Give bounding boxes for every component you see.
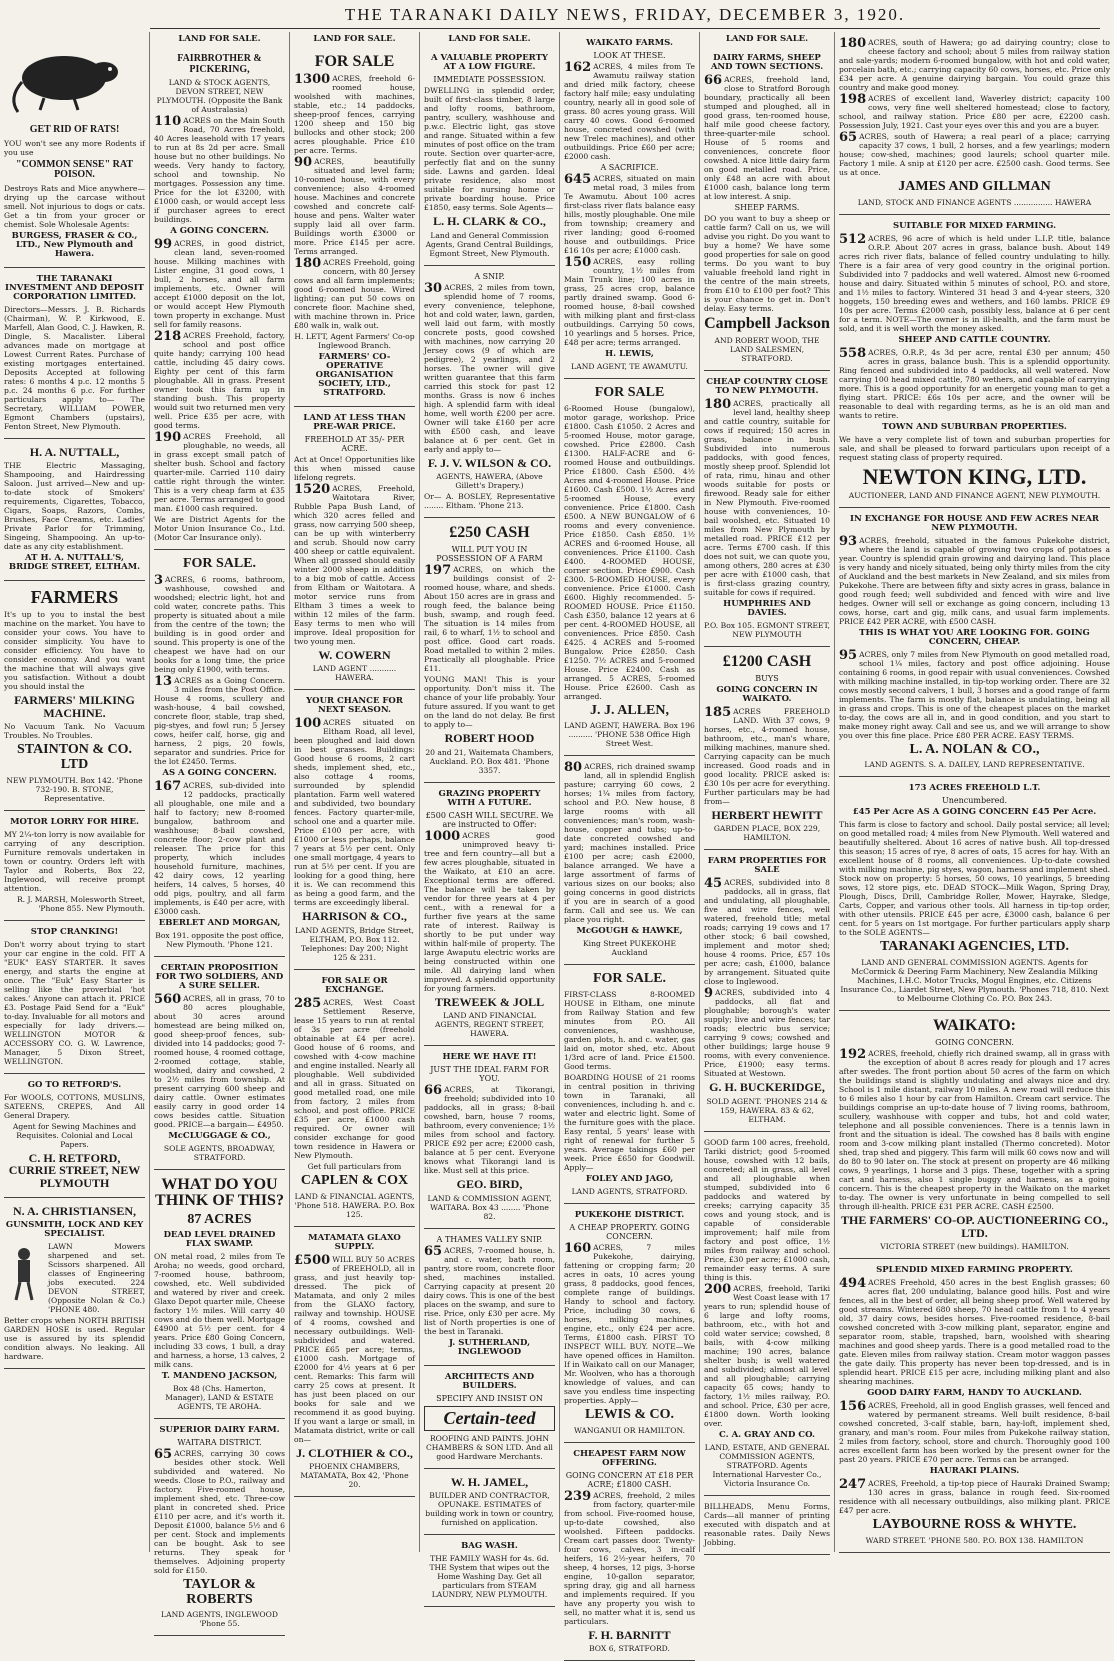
looking: THIS IS WHAT YOU ARE LOOKING FOR. GOING CONCERN, CHEAP.: [859, 627, 1090, 647]
lorry-ad: [4, 811, 145, 921]
wilson-or: Or— A. BOSLEY, Representative ........ Eltham. 'Phone 213.: [424, 492, 555, 511]
allen-sub: LAND AGENT, HAWERA. Box 196 .......... 'PHONE 538 Office High Street West.: [564, 721, 695, 749]
gray-sub: LAND, ESTATE, AND GENERAL COMMISSION AGENTS, STRATFORD. Agents International Harvester Co., Victoria Insurance Co.: [704, 1442, 830, 1488]
scc: SHEEP AND CATTLE COUNTRY.: [898, 334, 1051, 345]
ad-200: 200 ACRES, freehold, Tariki West Coast lease with 17 years to run; splendid house of 6 large and lofty rooms, bathroom, etc., with hot and cold water service; cowshed, 8 bails, with 4-cow milking machine; 190 acres, balance shelter bush; is well watered and subdivided; almost all level and all ploughable; carrying capacity 65 cows; handy to factory, 1½ miles railway, P.O. and school. Price, £30 per acre, £1800 down. Worth looking over.: [704, 1281, 830, 1428]
what-ad: [154, 1170, 285, 1419]
nk-sub: AUCTIONEER, LAND AND FINANCE AGENT, NEW PLYMOUTH.: [848, 490, 1101, 500]
hood-ad: [424, 518, 555, 782]
farmers-machine: FARMERS' MILKING MACHINE.: [14, 692, 135, 720]
mixed: SUITABLE FOR MIXED FARMING.: [892, 220, 1057, 231]
farmers-coop-ad: [839, 1011, 1110, 1259]
sheep-body: DO you want to buy a sheep or cattle farm? Call on us, we will advise you right. Do you want to buy a home? We have some good properties for sale on good terms. Do you want to buy valuable freehold land right in the centre of the main streets, from £10 to £100 per foot? This is your chance to get in. Don't delay. Easy terms.: [704, 214, 830, 313]
fs2-body: FIRST-CLASS 8-ROOMED HOUSE in Eltham, one minute from Railway Station and few minutes from P.O. All conveniences, washhouse, garden plots, h. and c. water, gas laid on, motor shed, etc. About 1/3rd acre of land. Price £1500. Good terms.: [564, 990, 695, 1072]
ad-190-tail: We are District Agents for the Motor Union Insurance Co., Ltd. (Motor Car Insurance only).: [154, 515, 285, 542]
wilson-title: F. J. V. WILSON & CO.: [427, 455, 552, 470]
christiansen-body: LAWN Mowers sharpened and set. Scissors sharpened. All classes of Engineering jobs executed. 224 DEVON STREET, (Opposite Nolan & Co.) 'PHONE 480.: [48, 1241, 145, 1314]
jamel-title: W. H. JAMEL,: [450, 1474, 529, 1489]
good200: GOOD farm 100 acres, freehold, Tariki district; good 5-roomed house, cowshed with 12 bails, concreted; all in grass, all level and all ploughable when stumped, subdivided into 6 paddocks and watered by creeks; carrying capacity 35 cows and young stock, and is capable of considerable improvement; half mile from factory and post office, 1½ miles from railway and school. Price, £30 per acre; £1000 cash, remainder easy terms. A sure thing is this.: [704, 1137, 830, 1282]
ad-494: 494 ACRES Freehold, 450 acres in the best English grasses; 60 acres flat, 200 undulating, balance good hills. Post and wire fences, all in the best of order, all being sheep proof. Well watered by good streams. Wintered 680 sheep, 70 head cattle from 1 to 4 years old, 37 dairy cows, besides horses. Five-roomed residence, 8-bail cowshed concreted with 3-cow milking plant, separator, engine and separator room, stable, trapshed, barn, woolshed with shearing machines and good sheep yards. There is a good metalled road to the gate. Eleven miles from railway station. Cream motor waggon passes the gate daily. This property has never been top-dressed, and is in splendid heart. PRICE £15 per acre, including milking plant and also shearing machines.: [839, 1276, 1110, 1387]
column-4: [420, 32, 560, 1600]
ad-13: 13 ACRES as a Going Concern. 3 miles from the Post Office. House 4 rooms, scullery and wash-house, 4 bail cowshed, concrete floor, stable, trap shed, pig-styes, and fowl run; 5 Jersey cows, heifer calf, horse, gig and harness, 2 pigs, 20 fowls, separator and sundries. Price for the lot £2450. Terms.: [154, 673, 285, 766]
bag-ad: [424, 1535, 555, 1607]
cheap-title: CHEAPEST FARM NOW OFFERING.: [573, 1448, 686, 1468]
ad-500: £500 WILL BUY 50 ACRES of FREEHOLD, all in grass, and just heavily top-dressed. The pick of Matamata, and only 2 miles from the GLAXO factory, railway and township. HOUSE of 4 rooms, cowshed and necessary outbuildings. Well-subdivided and watered. PRICE £65 per acre; terms, £1000 cash. Mortgage of £2000 for 4½ years at 6 per cent. Remarks: This farm will carry 25 cows at present. It has just been placed on our books for sale and we recommend it as good buying. If you want a large or small, in Matamata district, write or call on—: [294, 1252, 415, 1444]
ad-180d: 180 ACRES, south of Hawera; go ad dairying country; close to cheese factory and school; about 5 miles from railway station and sale-yards; modern 6-roomed bungalow, with hot and cold water, porcelain bath, etc.; carrying capacity 60 cows, horses, etc. Price only £34 per acre. A genuine dairying bargain. You could graze this country and make good money.: [839, 36, 1110, 92]
wilson-ad: [424, 266, 555, 519]
christiansen-title: N. A. CHRISTIANSEN,: [12, 1204, 137, 1219]
sheep: SHEEP FARMS.: [734, 203, 800, 212]
col3-header: LAND FOR SALE.: [313, 34, 396, 44]
cowern-title: W. COWERN: [318, 647, 391, 662]
lewis-ad: [564, 32, 695, 379]
snip: A SNIP.: [474, 271, 505, 281]
tm-title: T. MANDENO JACKSON,: [161, 1370, 278, 1381]
ad-180: 180 ACRES Freehold, going concern, with 80 Jersey cows and all farm implements; good 6-roomed house. Wired lighting; can put 50 cows on concrete floor. Machine shed, with machine thrown in. Price £80 walk in, walk out.: [294, 255, 415, 330]
suth-title: J. SUTHERLAND, INGLEWOOD: [448, 1337, 531, 1357]
caplen-sub: LAND & FINANCIAL AGENTS, 'Phone 518. HAWERA. P.O. Box 125.: [294, 1191, 415, 1219]
campbell-sub: AND ROBERT WOOD, THE LAND SALESMEN, STRATFORD.: [714, 335, 820, 363]
fp-title: FAIRBROTHER & PICKERING,: [177, 53, 262, 75]
col6-header: LAND FOR SALE.: [725, 34, 809, 44]
lewisco-title: LEWIS & CO.: [584, 1407, 675, 1423]
ad-218: 218 ACRES Freehold, factory, school and post office quite handy; carrying 100 head cattle, including 45 dairy cows. Eighty per cent of this farm ploughable. All in grass. Present owner took this farm up in standing bush. This property would suit two returned men very well. Price £35 per acre, with good terms.: [154, 329, 285, 430]
chance-title: YOUR CHANCE FOR NEXT SEASON.: [306, 696, 403, 716]
ad-65b: 65 ACRES, 7-roomed house, h. and c. water, bath room, pantry, store room, concrete floor shed, machines installed. Carrying capacity at present 20 dairy cows. This is one of the best places on the swamp, and sure to rise. Price, only £30 per acre. My list of North properties is one of the best in Taranaki.: [424, 1243, 555, 1336]
col5-fs: FOR SALE: [594, 385, 665, 400]
crank-body: Don't worry about trying to start your car engine in the cold. FIT A "EUK" EASY STARTER. It saves energy, and starts the engine at once. The "Euk" Easy Starter is selling like the proverbial 'hot cakes.' Anyone can attach it. PRICE £3. Postage Paid Send for a "Euk" to-day. Invaluable for all motors and especially for lady drivers.— WELLINGTON MOTOR & ACCESSORY CO. G. W. Lawrence, Manager, 5 Dixon Street, WELLINGTON.: [4, 939, 145, 1066]
clothier-title: J. CLOTHIER & CO.,: [296, 1445, 413, 1460]
farmers-title: FARMERS: [30, 587, 119, 608]
ad-190: 190 ACRES Freehold, all ploughable, no weeds, all in grass except small patch of shelter bush. School and factory quarter-mile. Carried 110 dairy cattle right through the winter. This is a very cheap farm at £35 per acre. Terms arranged to good man. £1000 cash required.: [154, 430, 285, 513]
invest-title: THE TARANAKI INVESTMENT AND DEPOSIT CORPORATION LIMITED.: [4, 273, 144, 302]
clark-title: L. H. CLARK & CO.,: [433, 214, 546, 228]
ad-90: 90 ACRES, beautifully situated and level farm; 10-roomed house, with every convenience; also 4-roomed house. Machines and concrete cowshed and concrete calf-house and pens. Walter water supply laid all over farm. Buildings worth £3000 or more. Price £145 per acre. Terms arranged.: [294, 154, 415, 256]
jamel-ad: [424, 1469, 555, 1536]
young: YOUNG MAN! This is your opportunity. Don't miss it. The chance of your life probably. Your future assured. If you want to get on the land do not delay. Be first to apply to—: [424, 674, 555, 729]
jg-title: JAMES AND GILLMAN: [898, 179, 1051, 194]
rat-agents: BURGESS, FRASER & CO., LTD., New Plymouth and Hawera.: [11, 230, 138, 259]
lt-body: This farm is close to factory and school. Daily postal service; all level; on good metalled road; 4 miles from New Plymouth. Well watered and beautifully sheltered. About 16 acres of native bush. All top-dressed this season; 15 acres of rye, 8 acres of oats, 15 acres for hay. With an excellent house of 8 rooms, all conveniences. Up-to-date cowshed with milking machine, pig styes, wagon, harness and implement shed. Stock now on property: 5 horses, 50 cows, 10 yearlings, 5 breeding sows, 12 store pigs, etc. DEAD STOCK—Milk Wagon, Spring Dray, Plough, Discs, Drill, Cambridge Roller, Mower, Hayrake, Sledge, Carts, Copper, and various other tools. All harness in tip-top order, with other utensils. PRICE £45 per acre, £3000 cash, balance 6 per cent. for 5 years on 1st mortgage. For further particulars apply sharp to the SOLE AGENTS—: [839, 820, 1110, 938]
foley-title: FOLEY AND JAGO,: [585, 1174, 674, 1185]
james-gillman-ad: [839, 32, 1110, 215]
treweek-ad: [424, 783, 555, 1047]
ad-95: 95 ACRES, only 7 miles from New Plymouth on good metalled road, school 1¼ miles, factory and post office adjoining. House containing 6 rooms, in good repair with usual conveniences. Cowshed with milking machine installed, in tip-top working order. There are 32 cows mostly second calvers, 1 bull, 3 horses and a good range of farm implements. The farm is mostly flat, balance is undulating, being all in grass and crops. This is one of the cheapest places on the market to-day, the cows are all in, and in good condition, and you start to make money right away. Call and see us, and we will arrange to show you over this fine place. Price £80 PER ACRE. EASY TERMS.: [839, 647, 1110, 740]
ad-1300: 1300 ACRES, freehold 6-roomed house, woolshed with machines, stable, etc.; 14 paddocks, sheep-proof fences, carrying 1200 sheep and 150 big bullocks and other stock; 200 acres ploughable. Price £10 per acre. Terms.: [294, 71, 415, 155]
crank-ad: [4, 921, 145, 1074]
bird-sub: LAND & COMMISSION AGENT, WAITARA. Box 43 ........ 'Phone 82.: [427, 1193, 552, 1221]
boarding: BOARDING HOUSE of 21 rooms in central position in thriving town in Taranaki, all conveniences, including h. and c. water and electric light. Some of the furniture goes with the place. Easy rental, 5 years' lease with right of renewal for further 5 years. Average takings £60 per week. Price £650 for Goodwill. Apply—: [564, 1073, 695, 1173]
ad-167: 167 ACRES, sub-divided into 12 paddocks, practically all ploughable, one mile and a half to factory; new 8-roomed bungalow, bathroom and washhouse; 8-bail cowshed, concrete floor; 2-cow plant and releaser. The price for this property, which includes household furniture, machines, 42 dairy cows, 12 yearling heifers, 14 calves, 5 horses, 40 odd pigs, poultry, and all farm implements, is £40 per acre, with £3000 cash.: [154, 778, 285, 916]
concern-1: A GOING CONCERN.: [170, 226, 269, 236]
foley-sub: LAND AGENTS, STRATFORD.: [571, 1187, 688, 1197]
nolan-title: L. A. NOLAN & CO.,: [909, 741, 1040, 757]
barnitt-title: F. H. BARNITT: [588, 1627, 671, 1642]
allen-title: J. J. ALLEN,: [590, 702, 669, 718]
what-sub: DEAD LEVEL DRAINED FLAX SWAMP.: [163, 1229, 276, 1249]
column-6: [700, 32, 835, 1552]
ad-150: 150 ACRES, easy rolling country, 1½ miles from Main Trunk line; 100 acres in grass, 25 acres crop, balance partly drained swamp. Good 6-roomed house, 8-bail cowshed with milking plant and first-class outbuildings. Carrying 50 cows, 10 yearlings and 5 horses. Price, £48 per acre; terms arranged.: [564, 255, 695, 347]
what-body: ON metal road, 2 miles from Te Aroha; no weeds, good orchard, 7-roomed house, bathroom, cowshed, etc. Well subdivided and watered by river and creek. Glaxo Depot quarter mile, Cheese factory 1½ miles. Will carry 40 cows and do them well. Mortgage £4900 at 5½ per cent. for 4 years. Price £80 Going Concern, including 33 cows, 1 bull, a dray and harness, a horse, 13 calves, 2 milk cans.: [154, 1251, 285, 1369]
hewitt-title: HERBERT HEWITT: [711, 807, 823, 822]
treweek-title: TREWEEK & JOLL: [434, 994, 545, 1009]
sutherland-ad: [424, 1229, 555, 1366]
jg-sub: LAND, STOCK AND FINANCE AGENTS ................ HAWERA: [857, 197, 1092, 207]
ad-197: 197 ACRES, on which the buildings consist of 2-roomed house, whare, and sheds. About 150 acres are in grass and rough feed, the balance being bush, swamp, and rough feed. The situation is 14 miles from rail, 6 to wharf, 1½ to school and post office. Good cart roads. Road metalled to within 2 miles. Practically all ploughable. Price £11.: [424, 562, 555, 673]
ad-65: 65 ACRES, carrying 30 cows besides other stock. Well subdivided and watered. No weeds. Close to P.O., railway and factory. Five-roomed house, implement shed, etc. Three-cow plant in concreted shed. Price £110 per acre, and it's worth it. Deposit £1000, balance 5½ and 6 per cent. Stock and implements can be bought. Ask to see returns. They speak for themselves. Adjoining property sold for £150.: [154, 1446, 285, 1575]
retford-list: For WOOLS, COTTONS, MUSLINS, SATEENS, CREPES, And All General Drapery.: [4, 1092, 145, 1120]
treweek-sub: LAND AND FINANCIAL AGENTS, REGENT STREET, HAWERA.: [435, 1011, 544, 1039]
waitara: WAITARA DISTRICT.: [177, 1437, 262, 1447]
stainton-body: NEW PLYMOUTH. Box 142. 'Phone 732-190. B. STONE, Representative.: [6, 775, 143, 803]
ad-80: 80 ACRES, rich drained swamp land, all in splendid English pasture; carrying 60 cows, 2 horses; 1¼ miles from factory, school and P.O. New house, 8 large rooms with all conveniences; man's room, wash-house, copper and tubs; up-to-date concreted cowshed and yard; machines installed. Price £100 per acre; cash £2000, balance arranged. We have a large assortment of farms of various sizes on our books; also going concerns in good districts if you are in search of a good farm. Call and see us. We can place you right.: [564, 760, 695, 925]
wilson-sub: AGENTS, HAWERA, (Above Gillett's Drapery.): [436, 472, 543, 491]
fco-title: FARMERS' CO-OPERATIVE ORGANISATION SOCIETY, LTD., STRATFORD.: [315, 351, 394, 398]
going: GOING CONCERN IN WAIKATO.: [716, 684, 818, 704]
cert-spec: SPECIFY AND INSIST ON: [436, 1393, 543, 1403]
mc-title: McCLUGGAGE & CO.,: [168, 1130, 271, 1141]
puk-title: PUKEKOHE DISTRICT.: [574, 1210, 685, 1221]
hood-title: ROBERT HOOD: [444, 730, 535, 745]
lt173: 173 ACRES FREEHOLD L.T.: [908, 783, 1041, 794]
ad-65d: 65 ACRES, south of Hawera; a real pearl of a place; carrying capacity 37 cows, 1 bull, 2 horses, and a few yearlings; modern house; cow-shed, machines; good laurels; school quarter mile. Factory 1 mile. A snip at £120 per acre. £2500 cash. Good terms. See us at once.: [839, 130, 1110, 177]
em-title: EBERLET AND MORGAN,: [158, 917, 281, 928]
col3-fs: FOR SALE: [314, 53, 395, 70]
prewar-sub: FREEHOLD AT 35/- PER ACRE.: [304, 434, 405, 453]
buck-title: G. H. BUCKERIDGE,: [709, 1080, 825, 1095]
town: TOWN AND SUBURBAN PROPERTIES.: [882, 421, 1067, 432]
nk-title: NEWTON KING, LTD.: [862, 463, 1087, 489]
nuttall-ad: [4, 439, 145, 582]
boots-body: Better crops when NORTH BRITISH GARDEN HOSE is used. Regular use is assured by its splendid condition always. No leaking. All hardware.: [4, 1315, 145, 1361]
sacrifice: A SACRIFICE.: [600, 163, 659, 172]
cash250: £250 CASH: [449, 524, 530, 542]
cheapcountry: CHEAP COUNTRY CLOSE TO NEW PLYMOUTH.: [706, 376, 828, 396]
invest-ad: [4, 268, 145, 439]
exch-title: FOR SALE OR EXCHANGE.: [321, 975, 388, 995]
cowern-sub: LAND AGENT ........... HAWERA.: [312, 664, 397, 683]
ad-93: 93 ACRES, freehold, situated in the famous Pukekohe district, where the land is capable of growing two crops of potatoes a year. Country is splendid grain growing and dairying land. This place is very handy and nicely situated, being only thirty miles from the city of Auckland and the best markets in New Zealand, and six miles from Pukekohe. There are between fifty and sixty acres in grass, balance in good rough feed; well subdivided and fenced with wire and live hedges. Owner will sell or exchange as going concern, including 13 cows, horse, cart and gig, milk cans, and usual farm implements. PRICE £42 PER ACRE, with £500 CASH.: [839, 533, 1110, 626]
lorry-body: MY 2¼-ton lorry is now available for carrying of any description. Furniture removals undertaken in town or country. Orders left with Taylor and Roberts, Box 22, Inglewood, will receive prompt attention.: [4, 829, 145, 893]
harrison-sub: LAND AGENTS, Bridge Street, ELTHAM, P.O. Box 112. Telephones: Day 200; Night 125 & 231.: [295, 925, 414, 962]
column-7: [835, 32, 1114, 1552]
arch-title: ARCHITECTS AND BUILDERS.: [444, 1371, 535, 1391]
farmers-tail: No Vacuum Tank. No Vacuum Troubles. No Troubles.: [4, 722, 145, 741]
immediate: IMMEDIATE POSSESSION.: [433, 75, 546, 84]
lewis-title: H. LEWIS,: [605, 349, 654, 359]
column-2: [150, 32, 290, 1629]
hewitt-sub: GARDEN PLACE, BOX 229, HAMILTON.: [713, 824, 821, 843]
ad-198: 198 ACRES of excellent land, Waverley district; capacity 100 cows, very fine well sheltered homestead; close to factory, school, and railway station. Price £80 per acre, £2200 cash. Possession July, 1921. Cast your eyes over this and you are a buyer.: [839, 92, 1110, 130]
dwelling: DWELLING in splendid order, built of first-class timber, 8 large and lofty rooms, bathroom, pantry, scullery, washhouse and p.w.c. Electric light, gas stove and range. Situated within a few minutes of post office on the tram route. Section over quarter-acre, perfectly flat and on the sunny side. Lawns and garden. Ideal private residence, also most suitable for nursing home or private boarding house. Price £1850, easy terms. Sole Agents—: [424, 86, 555, 212]
valuable: A VALUABLE PROPERTY AT A LOW FIGURE.: [431, 53, 548, 72]
prewar-body: Act at Once! Opportunities like this when missed cause lifelong regrets.: [294, 454, 415, 482]
allen-ad: [564, 379, 695, 756]
mccluggage-ad: [154, 957, 285, 1170]
ad-1000: 1000 ACRES good unimproved heavy ti-tree and fern country—all but a few acres ploughable, situated in the Waikato, at £10 an acre. Exceptional terms are offered. The balance will be taken by vendor for three years at 4 per cent., with a renewal for a further five years at the same rate of interest. Railway is shortly to be put under way within half-mile of property. The large Awaputu electric works are being constructed within one mile. All dairying land when improved. A splendid opportunity for young farmers.: [424, 828, 555, 993]
lett-sig: H. LETT, Agent Farmers' Co-op Inglewood Branch.: [294, 331, 415, 350]
cert-sub: ROOFING AND PAINTS. JOHN CHAMBERS & SON LTD. And all good Hardware Merchants.: [426, 1433, 553, 1461]
superior-ad: [154, 1419, 285, 1636]
nolan-sub: LAND AGENTS. S. A. DAILEY, LAND REPRESENTATIVE.: [864, 760, 1085, 770]
mcgough-sub: King Street PUKEKOHE Auckland: [582, 939, 677, 958]
tm-sub: Box 48 (Chs. Hamerton, Manager), LAND & ESTATE AGENTS, TE AROHA.: [165, 1383, 274, 1411]
ad-160: 160 ACRES, 7 miles Pukekohe, dairying, fattening or cropping farm; 20 acres in oats, 10 acres young grass, 8 paddocks, good fences, complete range of buildings. Handy to school and factory. Price, including 30 cows, 6 horses, milking machines, engine, etc., only £24 per acre. Terms, £1800 cash. FIRST TO INSPECT WILL BUY. NOTE—We have opened offices in Hamilton. If in Waikato call on our Manager, Mr. Woolven, who has a thorough knowledge of values, and can save you endless time inspecting properties. Apply—: [564, 1241, 695, 1406]
invest-body: Directors—Messrs. J. B. Richards (Chairman), W. P. Kirkwood, E. Marfell, Alan Good, C. J. Hawken, R. Dingle, S. Macalister. Liberal advances made on mortgage at Lowest Current Rates. Purchase of existing mortgages entertained. Deposits Accepted at following rates: 6 months 4 p.c. 12 months 5 p.c. 24 months 6 p.c. For further particulars apply to— The Secretary, WILLIAM POWER, Egmont Chambers (upstairs), Fenton Street, New Plymouth.: [4, 304, 145, 431]
column-1: [0, 32, 150, 1552]
tr-sub: LAND AGENTS, INGLEWOOD 'Phone 55.: [161, 1610, 278, 1629]
newton-king-ad: [839, 215, 1110, 508]
prewar: LAND AT LESS THAN PRE-WAR PRICE.: [303, 412, 406, 432]
unenc: Unencumbered.: [941, 796, 1008, 806]
cert-title: CERTAIN PROPOSITION FOR TWO SOLDIERS, AND A SURE SELLER.: [155, 962, 284, 991]
caplen-ad: [294, 970, 415, 1227]
lewisco-ad: [564, 1204, 695, 1443]
crank-title: STOP CRANKING!: [30, 926, 119, 937]
foley-ad: [564, 965, 695, 1204]
retford-go: GO TO RETFORD'S.: [27, 1079, 122, 1090]
lawnmower-man-icon: [4, 1244, 44, 1304]
mc-body: SOLE AGENTS, BROADWAY, STRATFORD.: [163, 1143, 276, 1162]
nuttall-body: THE Electric Massaging, Shampooing, and Hairdressing Saloon. Just arrived—New and up-to-date stock of Smokers' requirements, Cigarettes, Tobacco, Cigars, Soaps, Razors, Combs, Brushes, Face Creams, etc. Ladies' Private Parlor for Trimming, Singeing, Shampooing. An up-to-date as any city establishment.: [4, 461, 145, 552]
ad-560: 560 ACRES, all in grass, 70 to 80 acres ploughable, about 30 acres around homestead are being milked on, good sheep-proof fences, sub-divided into 14 paddocks; good 7-roomed house, 4 roomed cottage, 2-roomed cottage, stable, woolshed, dairy and cowshed, 2 to 2½ miles from township. At present carrying 600 sheep and dairy cattle. Owner estimates easily carry in good order 14 cows besides cattle. Situation good. PRICE—a bargain— £4950.: [154, 991, 285, 1129]
exch7: IN EXCHANGE FOR HOUSE AND FEW ACRES NEAR NEW PLYMOUTH.: [850, 513, 1099, 533]
gray-ad: [704, 1132, 830, 1496]
dairy: DAIRY FARMS, SHEEP AND TOWN SECTIONS.: [710, 53, 824, 72]
mcgough-title: McGOUGH & HAWKE,: [576, 926, 683, 937]
hewitt-ad: [704, 647, 830, 850]
jamel-body: BUILDER AND CONTRACTOR, OPUNAKE. ESTIMATES of building work in town or country, furnished on application.: [425, 1491, 554, 1528]
fs-header: FOR SALE.: [182, 556, 257, 571]
em-body: Box 191. opposite the post office, New Plymouth. 'Phone 121.: [155, 930, 284, 949]
buys: BUYS: [755, 673, 779, 683]
nuttall-addr: AT H. A. NUTTALL'S, BRIDGE STREET, ELTHAM.: [8, 553, 141, 573]
nuttall-title: H. A. NUTTALL,: [29, 444, 120, 459]
cheap-sub: GOING CONCERN AT £18 PER ACRE; £1800 CASH.: [565, 1470, 694, 1489]
christiansen-sub: GUNSMITH, LOCK AND KEY SPECIALIST.: [5, 1219, 144, 1239]
per45: £45 Per Acre AS A GOING CONCERN £45 Per Acre.: [852, 807, 1097, 818]
tr-title: TAYLOR & ROBERTS: [183, 1576, 256, 1607]
ad-512: 512 ACRES, 96 acre of which is held under L.I.P. title, balance O.R.P. About 207 acres in grass, balance bush. About 149 acres rich river flats, balance of felled country undulating to hilly. There is a fair area of very good country in the original portion. Subdivided into 7 paddocks and well watered. Almost new 6-roomed house and dairy. Situated within 5 minutes of school, P.O. and store, and 1½ miles to factory. Wintered 31 head 3 and 4-year steers, 320 hoggets, 150 breeding ewes and wethers, and 160 lambs. PRICE £9 10s per acre. Terms £2000 cash, possibly less, balance at 6 per cent for a term. NOTE—The owner is in ill-health, and the farm must be sold, and it is well worth the money asked.: [839, 231, 1110, 333]
eberlet-ad: [154, 550, 285, 957]
rat-ad: [4, 32, 145, 268]
fairbrother-ad: [154, 47, 285, 550]
tar-title: TARANAKI AGENCIES, LTD.: [879, 939, 1070, 955]
here: HERE WE HAVE IT!: [442, 1052, 537, 1063]
tar-sub: LAND AND GENERAL COMMISSION AGENTS. Agents for McCormick & Deering Farm Machinery, New Zealandia Milking Machines, I.H.C. Motor Trucks, Mogul Engines, etc. Citizens Insurance Co., Liardet Street, New Plymouth. 'Phones 718, 810. Next to Melbourne Clothing Co. P.O. Box 243.: [840, 958, 1109, 1004]
ad-192: 192 ACRES, freehold, chiefly rich drained swamp, all in grass with the exception of about 8 acres ready for plough and 17 acres after swedes. The front portion about 50 acres of the farm on which the buildings stand is slightly undulating and always nice and dry. School is 1 mile distant, railway 10 miles. A new road will reduce this to 6 miles also 1 hour by car from Hamilton. Cream cart service. The buildings comprise an up-to-date house of 7 living rooms, bathroom, scullery, washhouse with copper and tubs, hot and cold water, telephone and all possible conveniences. There is a tennis lawn in front and the situation is ideal. The cowshed has 8 bails with engine room and 3-cow milking plant installed (Thermo concreted). Motor shed, trap shed and piggery. This farm will milk 60 cows now and will do 80 to 90 later on. The stock at present on property are 46 milking cows, 9 yearlings, 1 horse and 3 pigs. These, together with a spring cart and harness, also 1 single buggy and harness, as a going concern. This is the cheapest property in the Waikato on the market to-day. The owner is very unfortunate in being compelled to sell through ill-health. PRICE £31 PER ACRE. CASH £2500.: [839, 1046, 1110, 1211]
cash250-sub: WILL PUT YOU IN POSSESSION OF A FARM: [436, 544, 543, 563]
clothier-ad: [294, 1227, 415, 1498]
fca-title: THE FARMERS' CO-OP. AUCTIONEERING CO., LTD.: [840, 1212, 1109, 1240]
grazing-sub: £500 CASH WILL SECURE. We are instructed to Offer:: [425, 810, 554, 829]
laybourne-ad: [839, 1259, 1110, 1553]
campbell-title: Campbell Jackson: [704, 315, 830, 332]
cowern-ad: [294, 407, 415, 691]
column-5: [560, 32, 700, 1654]
ad-3: 3 ACRES, 6 rooms, bathroom, washhouse, cowshed and woodshed; electric light, hot and cold water, concrete paths. This property is situated about a mile from the centre of the town; the building is in good order and sound. This property is one of the cheapest we have had on our books for a long time, the price being only £1900, with terms.: [154, 572, 285, 674]
ad-162: 162 ACRES, 4 miles from Te Awamutu railway station and dried milk factory, cheese factory half mile; easy undulating country, nearly all in good sole of grass. 80 acres young grass. Will carry 40 cows. Good 6-roomed house, concreted cowshed (with new Trelec machines), and other outbuildings. Price £60 per acre; £2000 cash.: [564, 60, 695, 161]
retford-ad: [4, 1074, 145, 1199]
rat-brand: "COMMON SENSE" RAT POISON.: [15, 158, 134, 180]
cash1200: £1200 CASH: [722, 652, 812, 670]
humphries-ad: [704, 371, 830, 647]
handy: GOOD DAIRY FARM, HANDY TO AUCKLAND.: [867, 1388, 1082, 1399]
clark-ad: [424, 47, 555, 266]
christiansen-ad: [4, 1198, 145, 1369]
what-title: WHAT DO YOU THINK OF THIS?: [155, 1175, 284, 1210]
gray-title: C. A. GRAY AND CO.: [719, 1429, 815, 1440]
ad-156: 156 ACRES, Freehold, all in good English grasses, well fenced and watered by permanent streams. Well built residence, 8-bail cowshed concreted, 3-calf stable, barn, hay-loft, implement shed, granary, and man's room. Four miles from Pukekohe railway station, 2 miles from factory, school, store and church. Thoroughly good 100 acres excellent farm has been worked by the present owner for the past 20 years. PRICE £70 per acre. Terms can be arranged.: [839, 1399, 1110, 1465]
harrison-ad: [294, 690, 415, 970]
bag-title: BAG WASH.: [461, 1541, 518, 1552]
hauraki: HAURAKI PLAINS.: [929, 1466, 1020, 1477]
farmers-body: It's up to you to instal the best machine on the market. You have to consider your cows. You have to consider simplicity. You have to consider efficiency. You have to consider economy. And you want the machine that will always give you satisfaction. Without a doubt you should instal the: [4, 609, 145, 691]
grazing: GRAZING PROPERTY WITH A FUTURE.: [438, 788, 541, 808]
waikato7-sub: GOING CONCERN.: [935, 1037, 1014, 1047]
buck-sub: SOLD AGENT. 'PHONES 214 & 159, HAWERA. 83 & 62, ELTHAM.: [706, 1096, 828, 1124]
fp-sub: LAND & STOCK AGENTS, DEVON STREET, NEW PLYMOUTH. (Opposite the Bank of Australasia): [156, 78, 283, 114]
retford-body: Agent for Sewing Machines and Requisites. Colonial and Local Papers.: [12, 1121, 137, 1149]
ad-99: 99 ACRES, in good district, clean land, seven-roomed house. Milking machines with Lister engine, 31 good cows, 1 bull, 2 horses, and all farm implements, etc. Owner will accept £1000 deposit on the lot, or would accept Hew Plymouth town property in exchange. Must sell for family reasons.: [154, 237, 285, 329]
retford-name: C. H. RETFORD, CURRIE STREET, NEW PLYMOUTH: [8, 1150, 141, 1190]
fp-title-6: FARM PROPERTIES FOR SALE: [707, 856, 827, 876]
taranaki-agencies-ad: [839, 777, 1110, 1011]
cert-brand: Certain-teed: [424, 1406, 555, 1431]
lorry-title: MOTOR LORRY FOR HIRE.: [10, 816, 139, 827]
masthead: THE TARANAKI DAILY NEWS, FRIDAY, DECEMBER 3, 1920.: [150, 2, 1100, 29]
bill: BILLHEADS, Menu Forms, Cards—all manner of printing executed with dispatch and at reasonable rates. Daily News Jobbing.: [704, 1501, 830, 1547]
rat-text: YOU won't see any more Rodents if you use: [4, 138, 145, 157]
sup-title: SUPERIOR DAIRY FARM.: [159, 1424, 280, 1435]
fca-sub: VICTORIA STREET (new buildings). HAMILTON.: [880, 1242, 1069, 1252]
lorry-sig: R. J. MARSH, Molesworth Street, 'Phone 855. New Plymouth.: [16, 894, 145, 913]
concern-2: AS A GOING CONCERN.: [162, 767, 277, 778]
col5-fs2: FOR SALE.: [592, 971, 667, 987]
ad-285: 285 ACRES, West Coast Settlement Reserve, lease 15 years to run at rental of 3s per acre (freehold obtainable at £4 per acre). Good house of 6 rooms, and cowshed with 4-cow machine and engine installed. Nearly all ploughable. Well subdivided and all in grass. Situated on good metalled road, one mile from factory, 2 miles from school, and post office. PRICE £35 per acre, £1000 cash required. Or owner will consider exchange for good town residence in Hawera or New Plymouth.: [294, 995, 415, 1160]
caplen-title: CAPLEN & COX: [300, 1172, 409, 1188]
bag-body: THE FAMILY WASH for 4s. 6d. THE System that wipes out the Home Washing Day. Get all particulars from STEAM LAUNDRY, NEW PLYMOUTH.: [429, 1554, 550, 1600]
column-3: [290, 32, 420, 1552]
lrw-sub: WARD STREET. 'PHONE 580. P.O. BOX 138. HAMILTON: [865, 1535, 1084, 1545]
hood-sub: 20 and 21, Waitemata Chambers, Auckland. P.O. Box 481. 'Phone 3357.: [425, 747, 554, 775]
waikato7: WAIKATO:: [933, 1017, 1016, 1035]
barnitt-ad: [564, 1443, 695, 1661]
ad-558: 558 ACRES, O.R.P., 4s 3d per acre, rental £30 per annum; 450 acres in grass, balance bush. This is a splendid opportunity. Ring fenced and subdivided into 4 paddocks, all well watered. Now carrying 100 head mixed cattle, 780 wethers, and capable of carrying more. This is a good opportunity for an energetic young man to get a flying start. PRICE: £6s 10s per acre, and the owner will be reasonable to deal with regarding terms, as he is an old man and wants to retire.: [839, 345, 1110, 420]
hd-title: HUMPHRIES AND DAVIES.: [723, 598, 811, 618]
look: LOOK AT THESE.: [593, 51, 666, 60]
rat-title: GET RID OF RATS!: [29, 124, 120, 135]
rat-icon: [4, 38, 134, 118]
waikato-farms: WAIKATO FARMS.: [586, 38, 673, 48]
col4-header: LAND FOR SALE.: [448, 34, 531, 44]
stainton-title: STAINTON & CO. LTD: [16, 742, 132, 772]
rat-body: Destroys Rats and Mice anywhere—drying up the carcase without smell. Not injurious to dogs or cats. Get a tin from your grocer or chemist. Sole Wholesale Agents:: [4, 183, 145, 229]
lewisco-sub: WANGANUI OR HAMILTON.: [573, 1425, 686, 1435]
ad-45: 45 ACRES, subdivided into 8 paddocks, all in grass, flat and undulating, all ploughable, five and wire fences, well watered, freehold title; metal roads; carrying 19 cows and 17 other stock; 6 bail cowshed, implement and motor shed; house 4 rooms. Price, £57 10s per acre; cash, £1000, balance by arrangement. Situated quite close to Inglewood.: [704, 876, 830, 987]
col2-header: LAND FOR SALE.: [178, 34, 261, 44]
what-87: 87 ACRES: [187, 1212, 252, 1228]
ad-100: 100 ACRES situated on Eltham Road, all level, been ploughed and laid down in best grasses. Buildings: Good house 6 rooms, 2 cart sheds, implement shed, etc., also cottage 4 rooms, surrounded by splendid plantation. Farm well watered and subdivided, two boundary fences. Factory quarter-mile, school one and a quarter mile. Price £100 per acre, with £1000 or less perhaps, balance 7 years at 5½ per cent. Only one small mortgage, 4 years to run at 5½ per cent. If you are looking for a good thing, here it is. We can recommend this as being a good farm, and the terms are exceedingly liberal.: [294, 716, 415, 908]
ad-180c: 180 ACRES, practically all level land, healthy sheep and cattle country, suitable for cows if required; 150 acres in grass, balance in bush. Subdivided into numerous paddocks, with good fences, mostly sheep proof. Splendid lot of rata, rimu, hinau and other woods suitable for posts or firewood. Ready sale for either in New Plymouth. Five-roomed house with conveniences, 10-bail woolshed, etc. Situated 10 miles from New Plymouth by metalled road. PRICE £12 per acre. Terms £700 cash. If this does not suit, we can quote you, among others, 280 acres at £30 per acre with £1000 cash, that is first-class grazing country, suitable for cows if required.: [704, 396, 830, 597]
ad-110: 110 ACRES on the Main South Road, 70 Acres freehold, 40 Acres leasehold with 17 years to run at 8s 2d per acre. Small house but no other buildings. No weeds. Very handy to factory, school and township. No mortgages. Possession any time. Price for the lot £3200, with £1000 cash, or would accept less if purchaser agrees to erect buildings.: [154, 114, 285, 224]
lrw-title: LAYBOURNE ROSS & WHYTE.: [872, 1517, 1077, 1533]
caplen-get: Get full particulars from: [307, 1161, 402, 1171]
certainteed-ad: [424, 1366, 555, 1469]
ad-66c: 66 ACRES, freehold land, close to Stratford Borough boundary, practically all been stumped and ploughed, all in good grass, ten-roomed house, half mile good cheese factory, three-quarter-mile school. House of 5 rooms and conveniences, concrete floor cowshed. A nice little dairy farm on good metalled road. Price, only £48 an acre with about £1000 cash, balance long term at low interest. A snip.: [704, 73, 830, 201]
glaxo-title: MATAMATA GLAXO SUPPLY.: [308, 1232, 401, 1252]
mcgough-ad: [564, 756, 695, 965]
bird-ad: [424, 1046, 555, 1229]
ad-66: 66 ACRES, at Tikorangi, freehold; subdivided into 10 paddocks, all in grass; 8-bail cowshed, barn, house 7 rooms, bathroom, every convenience; 1½ miles from school and factory. PRICE £92 per acre; £2000 cash, balance at 5 per cent. Everyone knows what Tikorangi land is like. Must sell at this price.: [424, 1083, 555, 1176]
buckeridge-ad: [704, 850, 830, 1132]
barnitt-sub: BOX 6, STRATFORD.: [589, 1644, 670, 1654]
campbell-ad: [704, 47, 830, 371]
nolan-ad: [839, 508, 1110, 778]
ad-9: 9 ACRES, subdivided into 4 paddocks, all flat and ploughable; borough's water supply; live and wire fences; tar roads; electric bus service; carrying 9 cows; cowshed and other buildings; large house 9 rooms, with every convenience. Price, £1900; easy terms. Situated at Westown.: [704, 986, 830, 1079]
ad-30: 30 ACRES, 2 miles from town, splendid home of 7 rooms, every convenience, telephone, hot and cold water, lawn, garden, well laid out farm, with mostly concrete posts, good cowshed with machines, now carrying 20 Jersey cows (9 of which are pedigree), 2 yearlings, and 2 horses. The owner will give written guarantee that this farm carried this stock for past 12 months. Grass is now 6 inches high. A splendid farm with ideal home, well worth £200 per acre. Owner will take £160 per acre with £500 cash, and leave balance at 6 per cent. Get in early and apply to—: [424, 280, 555, 454]
ad-645: 645 ACRES, situated on main metal road, 3 miles from Te Awamutu. About 100 acres first-class river flats balance easy hills, mostly ploughable. One mile from township; creamery and river landing; good 6-roomed house and outbuildings. Price £16 10s per acre; £1000 cash.: [564, 172, 695, 255]
ad-239: 239 ACRES, freehold, 2 miles from factory, quarter-mile from school. Five-roomed house, up-to-date cowshed, also woolshed. Fifteen paddocks. Cream cart passes door. Twenty-four cows, calves, 3 in-calf heifers, 16 2½-year heifers, 70 sheep, 4 horses, 12 pigs, 3-horse engine, 10-gallon separator, spring dray, gig and all harness and implements required. If you have any property you wish to sell, no matter what it is, send us particulars.: [564, 1488, 695, 1626]
clothier-sub: PHOENIX CHAMBERS, MATAMATA, Box 42, 'Phone 20.: [300, 1462, 409, 1490]
fco-ad: [294, 47, 415, 407]
ideal: JUST THE IDEAL FARM FOR YOU.: [430, 1065, 549, 1084]
puk-sub: A CHEAP PROPERTY. GOING CONCERN.: [569, 1223, 690, 1242]
clark-sub: Land and General Commission Agents, Grand Central Buildings, Egmont Street, New Plymouth.: [425, 230, 554, 258]
splendid: SPLENDID MIXED FARMING PROPERTY.: [876, 1265, 1073, 1276]
lewis-sub: LAND AGENT, TE AWAMUTU.: [571, 362, 688, 371]
harrison-title: HARRISON & CO.,: [302, 909, 407, 924]
farmers-ad: [4, 581, 145, 810]
ad-1520: 1520 ACRES, Freehold, Waitotara River, Rubble Papa Bush Land, of which 320 acres felled and grass, now carrying 500 sheep, can be up with winterberry and scrub. Should now carry 400 sheep or cattle equivalent. When all grassed should easily winter 2000 sheep in addition to a big mob of cattle. Access from Eltham or Waitotara. A motor service runs from Eltham 3 times a week to within 12 miles of the farm. Easy terms to men who will improve. Ideal proposition for two young men.: [294, 481, 415, 646]
ad-247: 247 ACRES, Freehold, a tip-top piece of Hauraki Drained Swamp; 130 acres in grass, balance in rough feed. Six-roomed residence with all necessary outbuildings, also milking plant. PRICE £47 per acre.: [839, 1477, 1110, 1516]
fs-list: 6-Roomed House (bungalow), motor garage, workshop. Price £1800. Cash £1050. 2 Acres and 5-roomed House, motor garage, cowshed. Price £2800. Cash £1300. HALF-ACRE and 6-roomed House and outbuildings. Price £1800. Cash £500. 4½ Acres and 4-roomed House. Price £1600. Cash £500. 1½ Acres and 5-roomed House, every convenience. Price £1800. Cash £500. A NEW BUNGALOW of 6 rooms and every convenience. Price £1850. Cash £850. 1½ ACRES and 6-roomed House, all conveniences. Price £1100. Cash £400. 4-ROOMED HOUSE, corner section. Price £900. Cash £300. 5-ROOMED HOUSE, every convenience. Price £1000. Cash £600. Highly recommended. 5-ROOMED HOUSE. Price £1150. Cash £350, balance 12 years at 6 per cent. 4-ROOMED HOUSE, all conveniences. Price £850. Cash £425. 4 ACRES and 5-roomed Bungalow. Price £2850. Cash £1250. 7½ ACRES and 5-roomed House. Price £2400. Cash as arranged. 5 ACRES, 5-roomed House. Price £2600. Cash as arranged.: [564, 403, 695, 701]
ad-185: 185 ACRES FREEHOLD LAND. With 37 cows, 9 horses, etc., 4-roomed house, bathroom, etc., man's whare, milking machines, manure shed. Carrying capacity can be much increased. Good roads and in good locality. PRICE asked is: £30 10s per acre for everything. Further particulars may be had from—: [704, 704, 830, 806]
snip2: A THAMES VALLEY SNIP.: [436, 1234, 543, 1244]
bird-title: GEO. BIRD,: [456, 1177, 523, 1192]
town-body: We have a very complete list of town and suburban properties for sale, and shall be pleased to forward particulars upon receipt of a request stating class of property required.: [839, 434, 1110, 462]
hd-sub: P.O. Box 105. EGMONT STREET, NEW PLYMOUTH: [704, 620, 830, 639]
billheads-ad: [704, 1496, 830, 1555]
